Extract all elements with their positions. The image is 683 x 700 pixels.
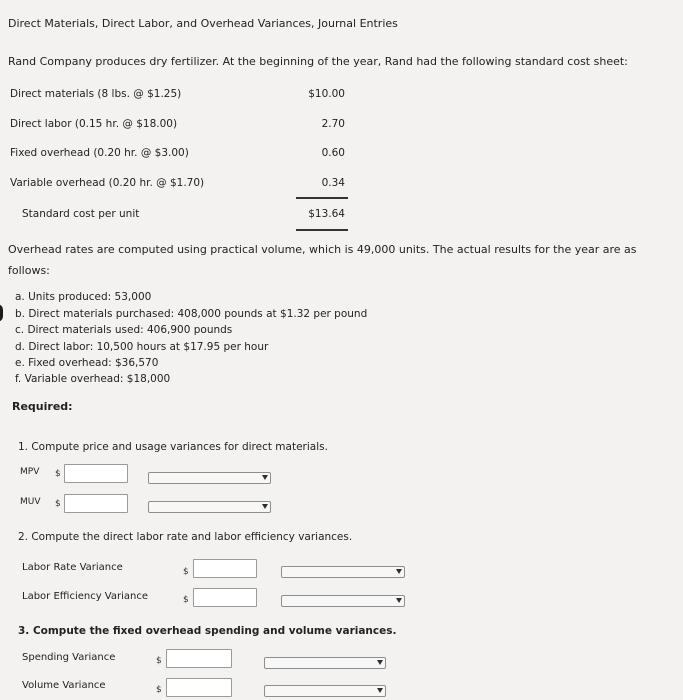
list-item: b. Direct materials purchased: 408,000 pounds at $1.32 per pound xyxy=(15,308,368,320)
muv-type-select[interactable] xyxy=(148,501,271,513)
spending-variance-label: Spending Variance xyxy=(22,652,116,663)
scroll-edge-marker xyxy=(0,304,3,322)
muv-currency: $ xyxy=(55,499,61,509)
cost-label-direct-labor: Direct labor (0.15 hr. @ $18.00) xyxy=(10,118,178,130)
mpv-type-select[interactable] xyxy=(148,472,271,484)
muv-amount-input[interactable] xyxy=(64,494,128,513)
cost-value-variable-overhead: 0.34 xyxy=(321,177,345,189)
volume-type-select[interactable] xyxy=(264,685,386,697)
labor-efficiency-type-select[interactable] xyxy=(281,595,405,607)
mpv-currency: $ xyxy=(55,469,61,479)
volume-variance-label: Volume Variance xyxy=(22,680,106,691)
volume-amount-input[interactable] xyxy=(166,678,232,697)
cost-label-variable-overhead: Variable overhead (0.20 hr. @ $1.70) xyxy=(10,177,205,189)
spending-type-select[interactable] xyxy=(264,657,386,669)
mpv-amount-input[interactable] xyxy=(64,464,128,483)
list-item: a. Units produced: 53,000 xyxy=(15,291,152,303)
chevron-down-icon xyxy=(377,660,383,665)
q1-prompt: 1. Compute price and usage variances for direct materials. xyxy=(18,441,328,453)
required-heading: Required: xyxy=(12,400,73,413)
cost-label-fixed-overhead: Fixed overhead (0.20 hr. @ $3.00) xyxy=(10,147,189,159)
page-title: Direct Materials, Direct Labor, and Overhead Variances, Journal Entries xyxy=(8,17,398,30)
standard-cost-label: Standard cost per unit xyxy=(22,208,140,220)
muv-label: MUV xyxy=(20,497,41,507)
volume-currency: $ xyxy=(156,685,162,695)
list-item: c. Direct materials used: 406,900 pounds xyxy=(15,324,233,336)
q3-prompt: 3. Compute the fixed overhead spending and volume variances. xyxy=(18,625,397,637)
spending-amount-input[interactable] xyxy=(166,649,232,668)
labor-rate-variance-label: Labor Rate Variance xyxy=(22,562,123,573)
list-item: f. Variable overhead: $18,000 xyxy=(15,373,171,385)
total-rule xyxy=(296,229,348,231)
chevron-down-icon xyxy=(396,598,402,603)
overhead-text-line-1: Overhead rates are computed using practical volume, which is 49,000 units. The actual results for the year are as xyxy=(8,243,637,256)
cost-value-direct-labor: 2.70 xyxy=(321,118,345,130)
cost-label-direct-materials: Direct materials (8 lbs. @ $1.25) xyxy=(10,88,182,100)
subtotal-rule xyxy=(296,197,348,199)
q2-prompt: 2. Compute the direct labor rate and labor efficiency variances. xyxy=(18,531,353,543)
chevron-down-icon xyxy=(377,688,383,693)
mpv-label: MPV xyxy=(20,467,40,477)
labor-efficiency-amount-input[interactable] xyxy=(193,588,257,607)
overhead-text-line-2: follows: xyxy=(8,264,50,277)
chevron-down-icon xyxy=(396,569,402,574)
cost-value-fixed-overhead: 0.60 xyxy=(321,147,345,159)
list-item: e. Fixed overhead: $36,570 xyxy=(15,357,159,369)
intro-text: Rand Company produces dry fertilizer. At the beginning of the year, Rand had the following standard cost sheet: xyxy=(8,55,628,68)
labor-efficiency-currency: $ xyxy=(183,595,189,605)
chevron-down-icon xyxy=(262,475,268,480)
labor-rate-type-select[interactable] xyxy=(281,566,405,578)
cost-value-direct-materials: $10.00 xyxy=(308,88,345,100)
standard-cost-value: $13.64 xyxy=(308,208,345,220)
chevron-down-icon xyxy=(262,504,268,509)
spending-currency: $ xyxy=(156,656,162,666)
labor-efficiency-variance-label: Labor Efficiency Variance xyxy=(22,591,149,602)
labor-rate-amount-input[interactable] xyxy=(193,559,257,578)
list-item: d. Direct labor: 10,500 hours at $17.95 per hour xyxy=(15,341,269,353)
labor-rate-currency: $ xyxy=(183,567,189,577)
